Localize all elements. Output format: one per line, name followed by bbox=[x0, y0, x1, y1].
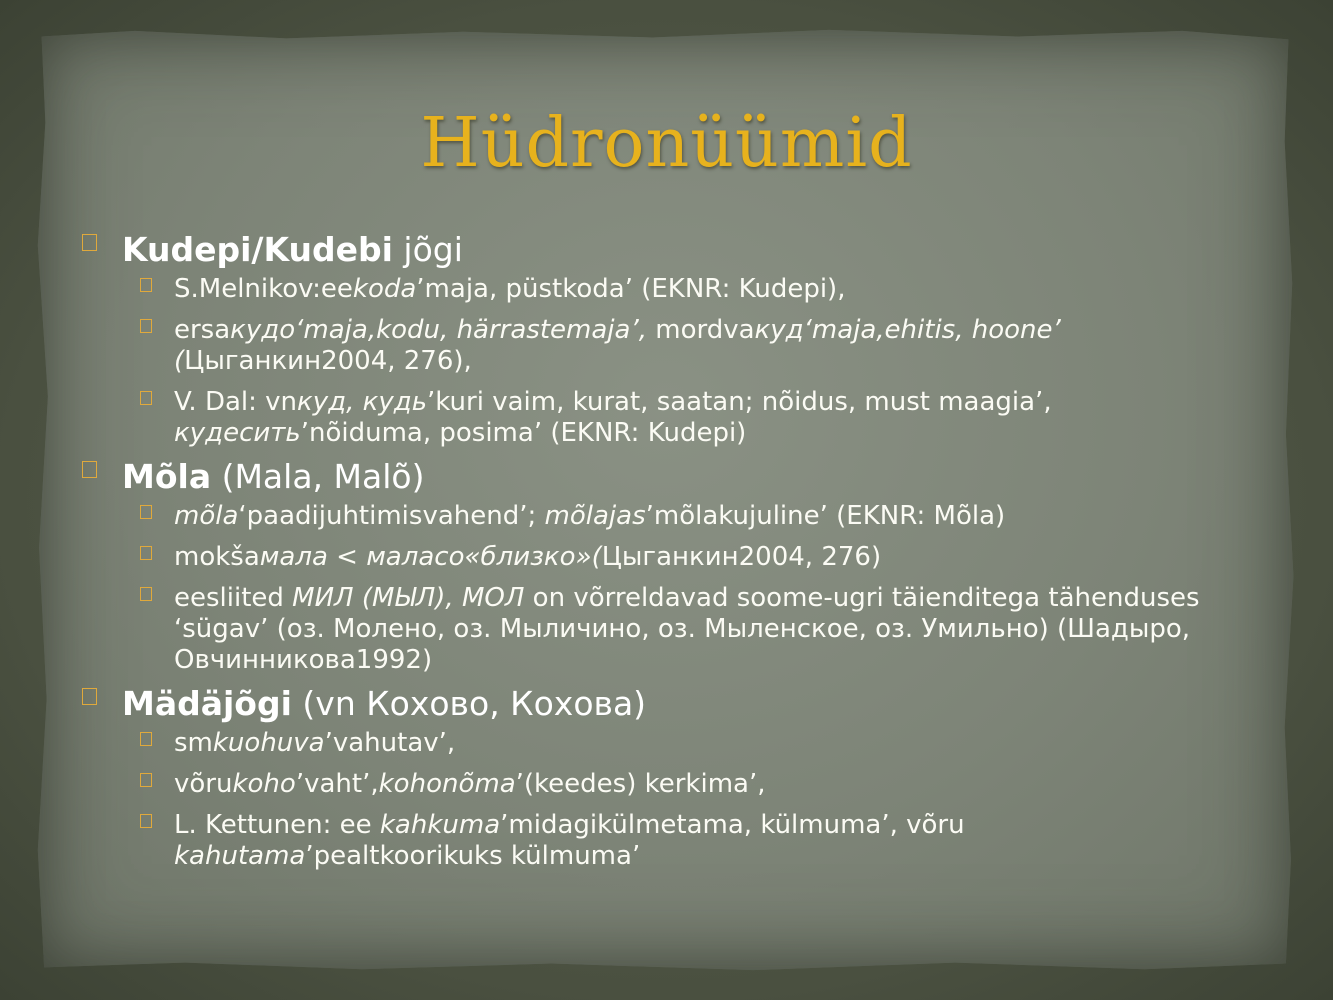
sub-item bbox=[174, 274, 1202, 305]
sub-item bbox=[174, 542, 1202, 573]
text-run: Цыганкин2004, 276) bbox=[601, 542, 882, 572]
section-name: Mõla bbox=[122, 457, 212, 496]
section-heading bbox=[82, 230, 1202, 270]
sub-item bbox=[174, 387, 1202, 449]
text-run: eesliited bbox=[174, 583, 293, 613]
sub-item bbox=[174, 315, 1202, 377]
section-suffix: jõgi bbox=[392, 230, 463, 269]
text-run: ersa bbox=[174, 315, 231, 345]
text-run: ’(keedes) kerkima’, bbox=[515, 769, 766, 799]
text-run: Цыганкин2004, 276), bbox=[184, 346, 472, 376]
text-run: mõla bbox=[174, 501, 239, 531]
bullet-icon bbox=[82, 688, 97, 705]
text-run: L. Kettunen: ee bbox=[174, 810, 380, 840]
sub-bullet-icon bbox=[140, 391, 152, 405]
text-run: kahutama bbox=[174, 841, 306, 871]
text-run: koho bbox=[232, 769, 296, 799]
section-suffix: (vn Кохово, Кохова) bbox=[291, 684, 647, 723]
text-run: куд, кудь bbox=[297, 387, 428, 417]
text-run: мала < маласо«близко»( bbox=[259, 542, 602, 572]
bullet-icon bbox=[82, 461, 97, 478]
text-run: mõlajas bbox=[544, 501, 646, 531]
text-run: kuohuva bbox=[212, 728, 325, 758]
text-run: ’maja, püstkoda’ (EKNR: Kudepi), bbox=[416, 274, 846, 304]
sub-bullet-icon bbox=[140, 278, 152, 292]
sub-bullet-icon bbox=[140, 732, 152, 746]
sub-bullet-icon bbox=[140, 814, 152, 828]
sub-item bbox=[174, 501, 1202, 532]
sub-bullet-icon bbox=[140, 773, 152, 787]
text-run: кудо‘maja,kodu, härrastemaja’, bbox=[230, 315, 647, 345]
text-run: võru bbox=[174, 769, 233, 799]
section-suffix: (Mala, Malõ) bbox=[211, 457, 425, 496]
text-run: ’vaht’, bbox=[295, 769, 379, 799]
text-run: S.Melnikov:ee bbox=[174, 274, 353, 304]
text-run: ’pealtkoorikuks külmuma’ bbox=[305, 841, 641, 871]
sub-bullet-icon bbox=[140, 505, 152, 519]
bullet-icon bbox=[82, 234, 97, 251]
text-run: ’vahutav’, bbox=[324, 728, 456, 758]
section-heading bbox=[82, 457, 1202, 497]
text-run: ‘paadijuhtimisvahend’; bbox=[238, 501, 545, 531]
text-run: mokša bbox=[174, 542, 260, 572]
sub-bullet-icon bbox=[140, 319, 152, 333]
text-run: МИЛ (МЫЛ), МОЛ bbox=[292, 583, 525, 613]
sub-item bbox=[174, 810, 1202, 872]
text-run: on võrreldavad soome-ugri täienditega tähenduses ‘sügav’ (оз. Молено, оз. Мыличино, оз. Мыленское, оз. Умильно) (Шадыро, Овчинникова1992) bbox=[174, 583, 1200, 675]
slide-content bbox=[82, 224, 1202, 872]
text-run: V. Dal: vn bbox=[174, 387, 298, 417]
text-run: kahkuma bbox=[379, 810, 501, 840]
text-run: ’mõlakujuline’ (EKNR: Mõla) bbox=[645, 501, 1006, 531]
sub-bullet-icon bbox=[140, 546, 152, 560]
text-run: ’nõiduma, posima’ (EKNR: Kudepi) bbox=[300, 418, 747, 448]
text-run: mordva bbox=[646, 315, 755, 345]
section-heading bbox=[82, 684, 1202, 724]
text-run: kohonõma bbox=[378, 769, 516, 799]
text-run: ’kuri vaim, kurat, saatan; nõidus, must maagia’, bbox=[427, 387, 1052, 417]
section-name: Mädäjõgi bbox=[122, 684, 292, 723]
sub-item bbox=[174, 769, 1202, 800]
sub-bullet-icon bbox=[140, 587, 152, 601]
section-name: Kudepi/Kudebi bbox=[122, 230, 393, 269]
text-run: кудесить bbox=[174, 418, 301, 448]
text-run: koda bbox=[352, 274, 417, 304]
text-run: куд‘maja,ehitis, hoone’ ( bbox=[174, 315, 1061, 376]
slide-title: Hüdronüümid bbox=[420, 104, 913, 183]
text-run: ’midagikülmetama, külmuma’, võru bbox=[500, 810, 965, 840]
sub-item bbox=[174, 583, 1202, 676]
sub-item bbox=[174, 728, 1202, 759]
text-run: sm bbox=[174, 728, 213, 758]
